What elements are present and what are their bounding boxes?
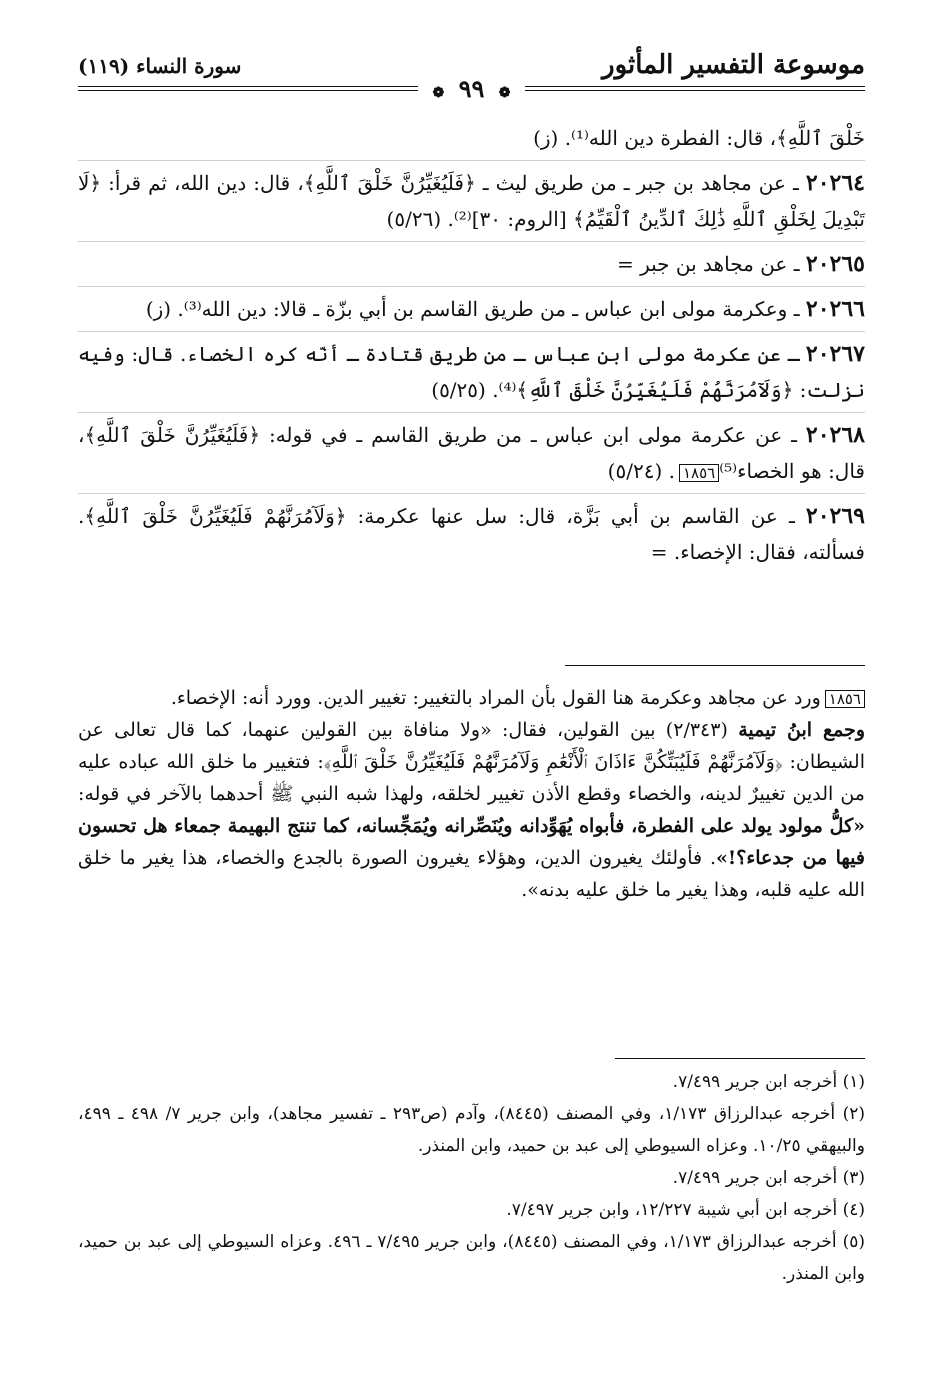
- entry-tail: . (٥/٢٤): [607, 459, 675, 483]
- hadith-quote: «كلُّ مولود يولد على الفطرة، فأبواه يُهَوِّدانه ويُنَصِّرانه ويُمَجِّسانه، كما تنتج البهيمة جمعاء هل تحسون فيها من جدعاء؟!»: [78, 815, 866, 869]
- entry-number: ٢٠٢٦٦: [805, 296, 865, 322]
- entry-text: ـ وعكرمة مولى ابن عباس ـ من طريق القاسم بن أبي بزّة ـ قالا: دين الله⁽³⁾. (ز): [145, 297, 806, 321]
- entry-number: ٢٠٢٦٩: [805, 503, 865, 529]
- entry-number: ٢٠٢٦٧: [805, 341, 865, 367]
- ornament-icon: ❁: [498, 85, 511, 101]
- footnote: (٣) أخرجه ابن جرير ٧/٤٩٩.: [672, 1168, 865, 1188]
- book-title: موسوعة التفسير المأثور: [602, 50, 865, 80]
- footnotes: [78, 1066, 865, 1290]
- commentary-paragraph: [78, 714, 865, 906]
- commentary-text: . فأولئك يغيرون الدين، وهؤلاء يغيرون الصورة بالجدع والخصاء، هذا يغير ما خلق الله عليه قلبه، وهذا يغير ما خلق عليه بدنه».: [78, 847, 865, 901]
- footnote-separator: [615, 1058, 865, 1059]
- entry-text: ـ عن عكرمة مولى ابن عباس ـ من طريق القاسم ـ في قوله: ﴿فَلَيُغَيِّرُنَّ خَلْقَ ٱللَّهِ﴾، قال: هو الخصاء⁽⁵⁾: [78, 423, 865, 483]
- entry-20265: [78, 241, 865, 282]
- commentary-text: ورد عن مجاهد وعكرمة هنا القول بأن المراد بالتغيير: تغيير الدين. وورد أنه: الإخصاء.: [170, 687, 821, 709]
- commentary-author: وجمع ابنُ تيمية: [738, 719, 866, 741]
- entry-20264: [78, 160, 865, 237]
- surah-title: سورة النساء (١١٩): [78, 54, 242, 78]
- entry-text: ـ عن عكرمة مولى ابن عباس ـ من طريق قتادة ـ أنّه كره الخصاء. قال: وفيه نزلت: ﴿وَلَآمُرَنَّهُمْ فَلَيُغَيِّرُنَّ خَلْقَ ٱللَّهِ﴾⁽⁴⁾. (٥/٢٥): [78, 342, 865, 402]
- entry-text: ـ عن مجاهد بن جبر ـ من طريق ليث ـ ﴿فَلَيُغَيِّرُنَّ خَلْقَ ٱللَّهِ﴾، قال: دين الله، ثم قرأ: ﴿لَا تَبْدِيلَ لِخَلْقِ ٱللَّهِ ذَٰلِكَ ٱلدِّينُ ٱلْقَيِّمُ﴾ [الروم: ٣٠]⁽²⁾. (٥/٢٦): [78, 171, 865, 231]
- page-header: [78, 48, 865, 108]
- entry-text: ـ عن القاسم بن أبي بَزَّة، قال: سل عنها عكرمة: ﴿وَلَآمُرَنَّهُمْ فَلَيُغَيِّرُنَّ خَلْقَ ٱللَّهِ﴾. فسألته، فقال: الإخصاء. =: [78, 504, 865, 564]
- entry-text: خَلْقَ ٱللَّهِ﴾، قال: الفطرة دين الله⁽¹⁾. (ز): [533, 126, 865, 150]
- entry-number: ٢٠٢٦٥: [805, 251, 865, 277]
- page-number: ٩٩: [458, 74, 485, 103]
- footnote: (١) أخرجه ابن جرير ٧/٤٩٩.: [672, 1072, 865, 1092]
- footnote: (٢) أخرجه عبدالرزاق ١/١٧٣، وفي المصنف (٨٤٤٥)، وآدم (ص٢٩٣ ـ تفسير مجاهد)، وابن جرير ٧/ ٤٩٨ ـ ٤٩٩، والبيهقي ١٠/٢٥. وعزاه السيوطي إلى عبد بن حميد، وابن المنذر.: [78, 1104, 865, 1156]
- header-rule-left: [78, 86, 418, 91]
- entry-number: ٢٠٢٦٨: [805, 422, 865, 448]
- header-rule-right: [525, 86, 865, 91]
- main-text: [78, 120, 865, 574]
- footnote: (٤) أخرجه ابن أبي شيبة ١٢/٢٢٧، وابن جرير ٧/٤٩٧.: [506, 1200, 865, 1220]
- commentary-number-box: ١٨٥٦: [825, 690, 865, 708]
- entry-20267: [78, 331, 865, 408]
- commentary-text: (٢/٣٤٣) بين القولين، فقال: «ولا منافاة بين القولين عنهما، كما قال تعالى عن الشيطان: ﴿وَلَآمُرَنَّهُمْ فَلَيُبَتِّكُنَّ ءَاذَانَ ٱلْأَنْعَٰمِ وَلَآمُرَنَّهُمْ فَلَيُغَيِّرُنَّ خَلْقَ ٱللَّهِ﴾: فتغيير ما خلق الله عباده عليه من الدين تغييرٌ لدينه، والخصاء وقطع الأذن تغيير لخلقه، ولهذا شبه النبي ﷺ أحدهما بالآخر في قوله:: [78, 719, 865, 805]
- entry-continuation: [78, 120, 865, 156]
- page-number-block: [427, 74, 517, 103]
- commentary: [78, 682, 865, 906]
- entry-number: ٢٠٢٦٤: [805, 170, 865, 196]
- commentary-separator: [565, 665, 865, 666]
- entry-20269: [78, 493, 865, 570]
- entry-20268: [78, 412, 865, 489]
- footnote: (٥) أخرجه عبدالرزاق ١/١٧٣، وفي المصنف (٨٤٤٥)، وابن جرير ٧/٤٩٥ ـ ٤٩٦. وعزاه السيوطي إلى عبد بن حميد، وابن المنذر.: [78, 1232, 865, 1284]
- entry-text: ـ عن مجاهد بن جبر =: [617, 252, 806, 276]
- entry-20266: [78, 286, 865, 327]
- ornament-icon: ❁: [432, 85, 445, 101]
- commentary-paragraph: [78, 682, 865, 714]
- commentary-ref-box: ١٨٥٦: [679, 464, 719, 482]
